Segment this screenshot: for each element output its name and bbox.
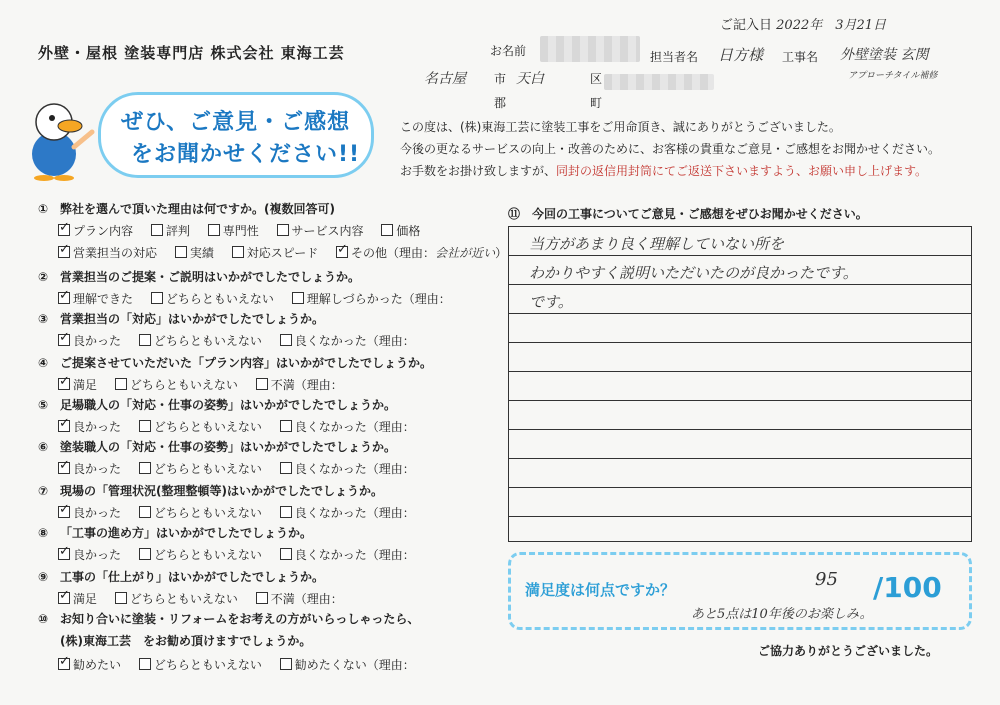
- banner-line-1: ぜひ、ご意見・ご感想: [121, 110, 351, 135]
- q10-options: ✓勧めたい どちらともいえない 勧めたくない（理由：: [58, 656, 429, 673]
- question-10: ⑩ お知り合いに塗装・リフォームをお考えの方がいらっしゃったら、: [38, 612, 420, 626]
- comment-line-2: わかりやすく説明いただいたのが良かったです。: [529, 264, 858, 282]
- work-value: 外壁塗装 玄関: [840, 47, 929, 63]
- question-6: ⑥ 塗装職人の「対応・仕事の姿勢」はいかがでしたでしょうか。: [38, 440, 397, 454]
- date-label: ご記入日: [720, 18, 773, 33]
- city-label: 市: [494, 72, 507, 86]
- checkbox[interactable]: [280, 420, 292, 432]
- checkbox[interactable]: [58, 334, 70, 346]
- checkbox[interactable]: [58, 548, 70, 560]
- checkbox[interactable]: [58, 292, 70, 304]
- checkbox[interactable]: [139, 658, 151, 670]
- work-value-2: アプローチタイル補修: [848, 71, 938, 81]
- checkbox[interactable]: [292, 292, 304, 304]
- checkbox[interactable]: [58, 246, 70, 258]
- checkbox[interactable]: [58, 658, 70, 670]
- question-8: ⑧ 「工事の進め方」はいかがでしたでしょうか。: [38, 526, 313, 540]
- question-7: ⑦ 現場の「管理状況(整理整頓等)はいかがでしたでしょうか。: [38, 484, 383, 498]
- checkbox[interactable]: [58, 506, 70, 518]
- duck-mascot-icon: [14, 92, 98, 182]
- question-3: ③ 営業担当の「対応」はいかがでしたでしょうか。: [38, 312, 325, 326]
- checkbox[interactable]: [280, 334, 292, 346]
- intro-line-3b: 同封の返信用封筒にてご返送下さいますよう、お願い申し上げます。: [556, 164, 928, 178]
- satisfaction-box: [508, 552, 972, 630]
- county-label: 郡: [494, 96, 507, 110]
- question-4: ④ ご提案させていただいた「プラン内容」はいかがでしたでしょうか。: [38, 356, 433, 370]
- date-field: [720, 14, 886, 33]
- question-5: ⑤ 足場職人の「対応・仕事の姿勢」はいかがでしたでしょうか。: [38, 398, 397, 412]
- checkbox[interactable]: [139, 334, 151, 346]
- checkbox[interactable]: [115, 378, 127, 390]
- town-label: 町: [590, 96, 603, 110]
- intro-line-3: [400, 162, 927, 179]
- address-redacted: [604, 74, 714, 90]
- checkbox[interactable]: [58, 592, 70, 604]
- q9-options: ✓満足 どちらともいえない 不満（理由：: [58, 590, 357, 607]
- checkbox[interactable]: [208, 224, 220, 236]
- date-value: 2022年 3月21日: [776, 18, 887, 33]
- name-redacted: [540, 36, 640, 62]
- checkbox[interactable]: [280, 658, 292, 670]
- checkbox[interactable]: [139, 462, 151, 474]
- satisfaction-score: 95: [815, 569, 838, 590]
- q1-options-row1: ✓プラン内容 評判 専門性 サービス内容 価格: [58, 222, 434, 239]
- checkbox[interactable]: [58, 462, 70, 474]
- question-10-line2: (株)東海工芸 をお勧め頂けますでしょうか。: [60, 634, 312, 648]
- checkbox[interactable]: [280, 506, 292, 518]
- q2-options: ✓理解できた どちらともいえない 理解しづらかった（理由：: [58, 290, 465, 307]
- checkbox[interactable]: [151, 224, 163, 236]
- q6-options: ✓良かった どちらともいえない 良くなかった（理由：: [58, 460, 429, 477]
- ward-label: 区: [590, 72, 603, 86]
- intro-line-2: 今後の更なるサービスの向上・改善のために、お客様の貴重なご意見・ご感想をお聞かせください。: [400, 142, 941, 156]
- satisfaction-label: 満足度は何点ですか？: [525, 581, 676, 599]
- question-9: ⑨ 工事の「仕上がり」はいかがでしたでしょうか。: [38, 570, 325, 584]
- intro-line-1: この度は、(株)東海工芸に塗装工事をご用命頂き、誠にありがとうございました。: [400, 120, 841, 134]
- comment-line-1: 当方があまり良く理解していない所を: [529, 235, 785, 253]
- question-1: ① 弊社を選んで頂いた理由は何ですか。(複数回答可): [38, 202, 335, 216]
- checkbox[interactable]: [232, 246, 244, 258]
- checkbox[interactable]: [256, 378, 268, 390]
- checkbox[interactable]: [151, 292, 163, 304]
- checkbox[interactable]: [58, 420, 70, 432]
- name-label: お名前: [490, 44, 527, 58]
- q3-options: ✓良かった どちらともいえない 良くなかった（理由：: [58, 332, 429, 349]
- comment-line-3: です。: [529, 293, 573, 311]
- checkbox[interactable]: [280, 462, 292, 474]
- checkbox[interactable]: [139, 548, 151, 560]
- work-label: 工事名: [782, 50, 819, 64]
- checkbox[interactable]: [58, 224, 70, 236]
- q7-options: ✓良かった どちらともいえない 良くなかった（理由：: [58, 504, 429, 521]
- question-2: ② 営業担当のご提案・ご説明はいかがでしたでしょうか。: [38, 270, 361, 284]
- checkbox[interactable]: [280, 548, 292, 560]
- checkbox[interactable]: [139, 420, 151, 432]
- q1-other-reason: 会社が近い: [435, 246, 496, 260]
- checkbox[interactable]: [381, 224, 393, 236]
- q4-options: ✓満足 どちらともいえない 不満（理由：: [58, 376, 357, 393]
- intro-line-3a: お手数をお掛け致しますが、: [400, 164, 557, 178]
- satisfaction-max: /100: [873, 571, 942, 604]
- checkbox[interactable]: [139, 506, 151, 518]
- question-11: ⑪ 今回の工事についてご意見・ご感想をぜひお聞かせください。: [508, 207, 868, 221]
- ward-value: 天白: [516, 71, 544, 87]
- q1-options-row2: ✓営業担当の対応 実績 対応スピード ✓ その他（理由：会社が近い）: [58, 244, 507, 261]
- checkbox[interactable]: [336, 246, 348, 258]
- q8-options: ✓良かった どちらともいえない 良くなかった（理由：: [58, 546, 429, 563]
- feedback-banner: [98, 92, 374, 178]
- city-value: 名古屋: [424, 71, 466, 87]
- checkbox[interactable]: [256, 592, 268, 604]
- checkbox[interactable]: [175, 246, 187, 258]
- rep-value: 日方様: [718, 46, 764, 64]
- comment-box[interactable]: [508, 226, 972, 542]
- q5-options: ✓良かった どちらともいえない 良くなかった（理由：: [58, 418, 429, 435]
- thanks-message: ご協力ありがとうございました。: [758, 644, 939, 658]
- checkbox[interactable]: [277, 224, 289, 236]
- satisfaction-note: あと5点は10年後のお楽しみ。: [691, 607, 873, 622]
- rep-label: 担当者名: [650, 50, 699, 64]
- company-name: 外壁・屋根 塗装専門店 株式会社 東海工芸: [38, 44, 345, 62]
- checkbox[interactable]: [115, 592, 127, 604]
- checkbox[interactable]: [58, 378, 70, 390]
- banner-line-2: をお聞かせください!!: [131, 142, 361, 167]
